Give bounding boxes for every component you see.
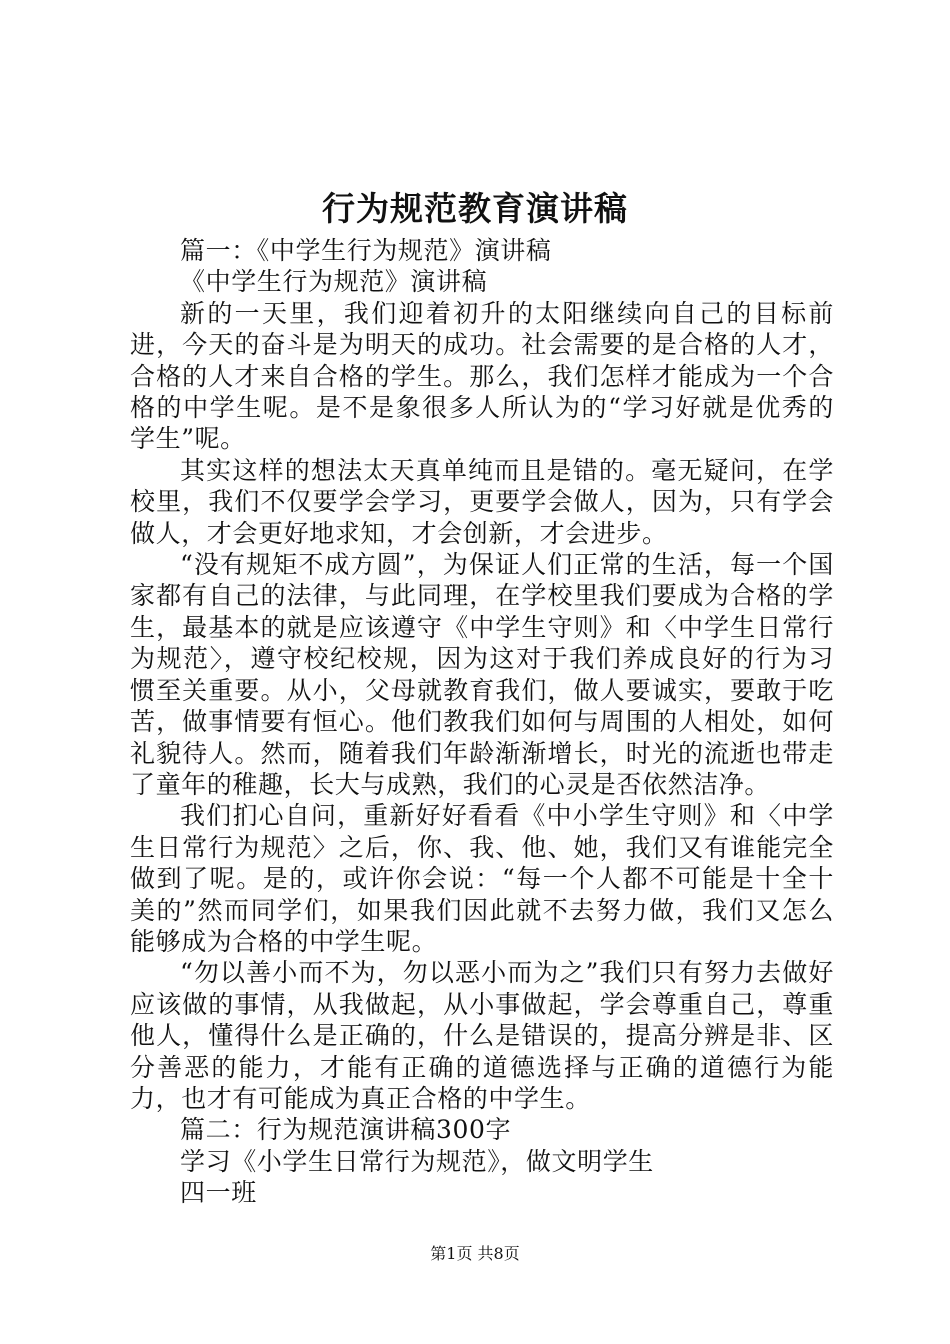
paragraph: 学习《小学生日常行为规范》，做文明学生: [180, 1146, 654, 1176]
document-body: [130, 235, 834, 1209]
document-title: 行为规范教育演讲稿: [322, 189, 628, 228]
paragraph: “勿以善小而不为，勿以恶小而为之”我们只有努力去做好应该做的事情，从我做起，从小事做起，学会尊重自己，尊重他人，懂得什么是正确的，什么是错误的，提高分辨是非、区分善恶的能力，才能有正确的道德选择与正确的道德行为能力，也才有可能成为真正合格的中学生。: [130, 958, 834, 1113]
paragraph: “没有规矩不成方圆”，为保证人们正常的生活，每一个国家都有自己的法律，与此同理，在学校里我们要成为合格的学生，最基本的就是应该遵守《中学生守则》和〈中学生日常行为规范〉，遵守校纪校规，因为这对于我们养成良好的行为习惯至关重要。从小，父母就教育我们，做人要诚实，要敢于吃苦，做事情要有恒心。他们教我们如何与周围的人相处，如何礼貌待人。然而，随着我们年龄渐渐增长，时光的流逝也带走了童年的稚趣，长大与成熟，我们的心灵是否依然洁净。: [130, 550, 834, 799]
page-footer: 第1页 共8页: [430, 1244, 520, 1263]
paragraph: 四一班: [180, 1178, 257, 1208]
paragraph: 新的一天里，我们迎着初升的太阳继续向自己的目标前进，今天的奋斗是为明天的成功。社会需要的是合格的人才，合格的人才来自合格的学生。那么，我们怎样才能成为一个合格的中学生呢。是不是象很多人所认为的“学习好就是优秀的学生”呢。: [130, 298, 834, 454]
paragraph: 篇一：《中学生行为规范》演讲稿: [180, 236, 552, 265]
paragraph: 我们扪心自问，重新好好看看《中小学生守则》和〈中学生日常行为规范〉之后，你、我、他、她，我们又有谁能完全做到了呢。是的，或许你会说：“每一个人都不可能是十全十美的”然而同学们，如果我们因此就不去努力做，我们又怎么能够成为合格的中学生呢。: [130, 801, 834, 956]
paragraph: 篇二：行为规范演讲稿300字: [180, 1115, 512, 1145]
paragraph: 《中学生行为规范》演讲稿: [180, 267, 488, 297]
paragraph: 其实这样的想法太天真单纯而且是错的。毫无疑问，在学校里，我们不仅要学会学习，更要学会做人，因为，只有学会做人，才会更好地求知，才会创新，才会进步。: [130, 455, 834, 548]
